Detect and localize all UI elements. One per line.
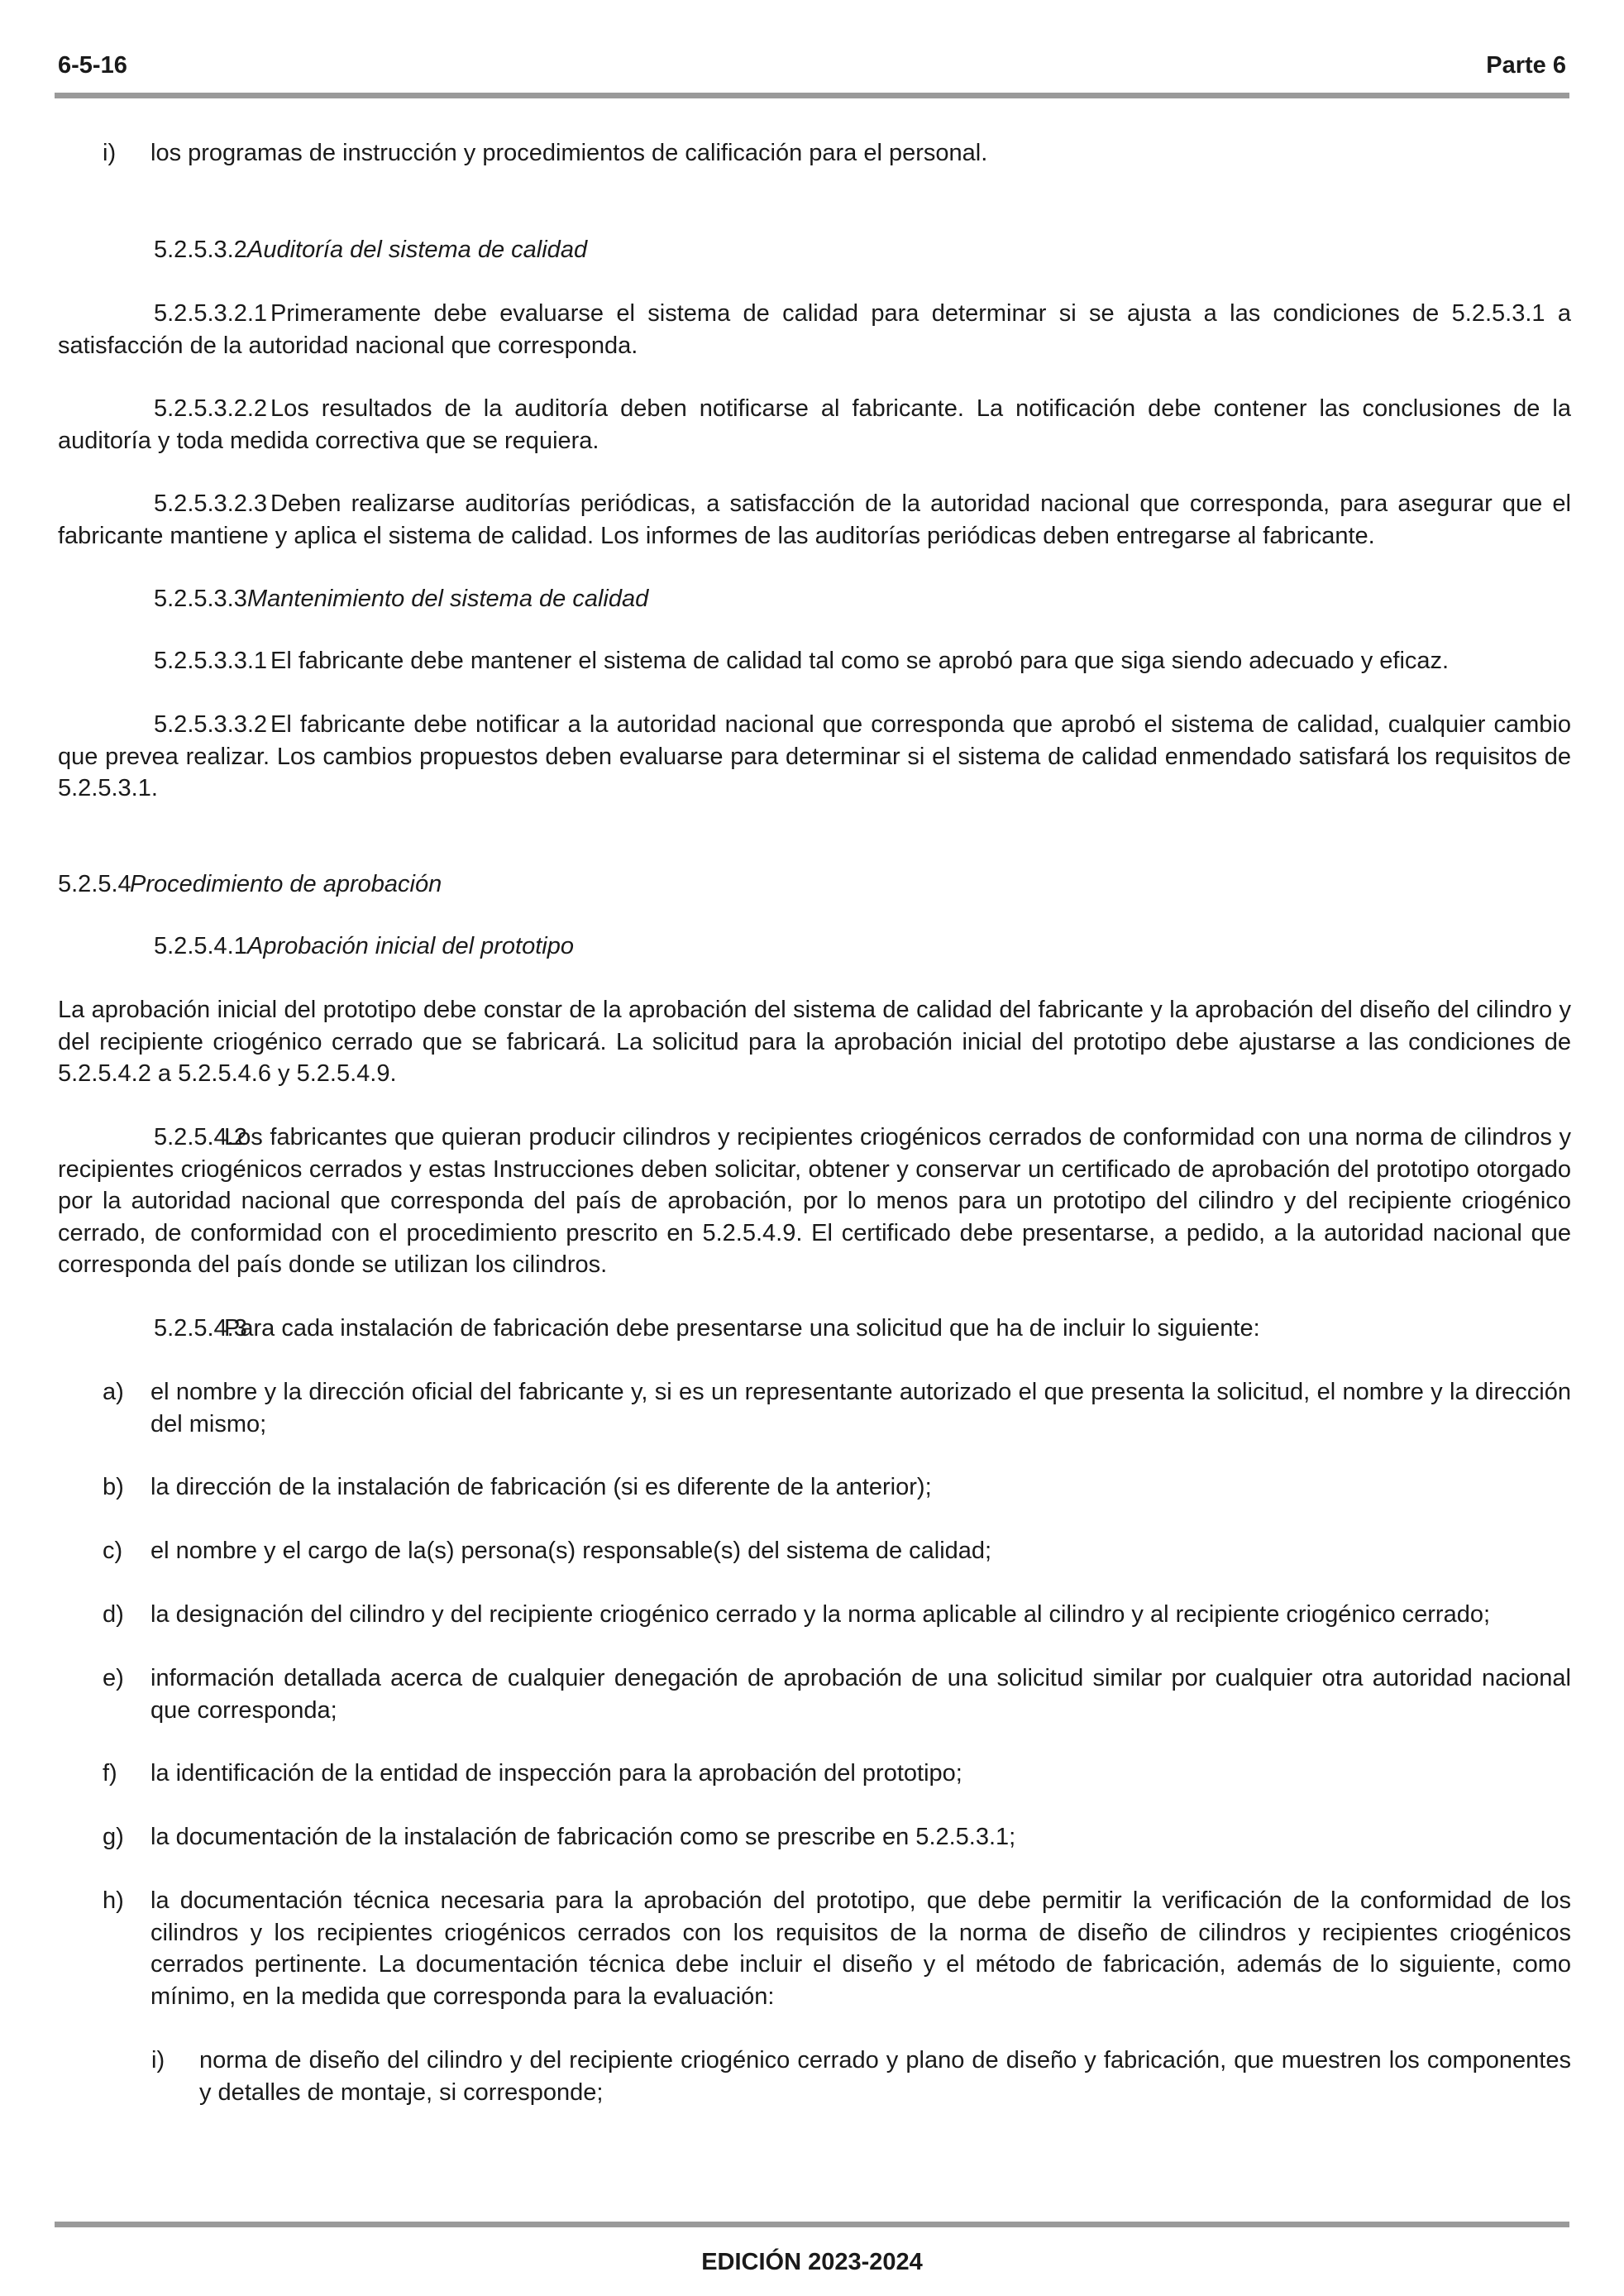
section-number: 5.2.5.3.2.3 — [154, 490, 268, 517]
list-label: c) — [103, 1538, 123, 1564]
paragraph-text: Para cada instalación de fabricación debe presentarse una solicitud que ha de incluir lo siguiente: — [224, 1315, 1260, 1342]
list-label: b) — [103, 1474, 124, 1500]
section-number: 5.2.5.3.3.1 — [154, 648, 268, 674]
paragraph — [58, 645, 1571, 677]
footer-rule — [55, 2222, 1569, 2227]
paragraph — [58, 1122, 1571, 1281]
paragraph-text: Deben realizarse auditorías periódicas, a satisfacción de la autoridad nacional que corresponda, para asegurar que el fabricante mantiene y aplica el sistema de calidad. Los informes de las auditorías periódicas deben entregarse al fabricante. — [58, 490, 1571, 549]
section-title: Auditoría del sistema de calidad — [247, 237, 588, 263]
list-text: la identificación de la entidad de inspección para la aprobación del prototipo; — [150, 1760, 962, 1787]
edition-footer: EDICIÓN 2023-2024 — [701, 2249, 923, 2275]
list-label: d) — [103, 1601, 124, 1628]
paragraph-text: El fabricante debe notificar a la autoridad nacional que corresponda que aprobó el sistema de calidad, cualquier cambio que prevea realizar. Los cambios propuestos deben evaluarse para determinar si el sistema de calidad enmendado satisfará los requisitos de 5.2.5.3.1. — [58, 711, 1571, 801]
page-number: 6-5-16 — [58, 52, 127, 79]
paragraph — [58, 298, 1571, 361]
section-title: Mantenimiento del sistema de calidad — [247, 586, 649, 612]
list-text: los programas de instrucción y procedimientos de calificación para el personal. — [150, 140, 988, 166]
section-title: Procedimiento de aprobación — [130, 871, 442, 897]
section-number: 5.2.5.4.1 — [154, 933, 247, 959]
paragraph-text: La aprobación inicial del prototipo debe constar de la aprobación del sistema de calidad del fabricante y la aprobación del diseño del cilindro y del recipiente criogénico cerrado que se fabricará. La solicitud para la aprobación inicial del prototipo debe ajustarse a las condiciones de 5.2.5.4.2 a 5.2.5.4.6 y 5.2.5.4.9. — [58, 997, 1571, 1087]
sub-list-item — [104, 2045, 1571, 2108]
paragraph — [58, 393, 1571, 457]
list-label: i) — [103, 140, 117, 166]
list-label: g) — [103, 1824, 124, 1850]
list-label: e) — [103, 1665, 124, 1691]
list-item — [58, 1662, 1571, 1726]
list-item — [58, 1885, 1571, 2012]
list-label: i) — [151, 2047, 165, 2074]
section-title: Aprobación inicial del prototipo — [247, 933, 574, 959]
paragraph — [58, 488, 1571, 552]
section-heading — [58, 868, 1571, 901]
list-item — [58, 137, 1571, 170]
paragraph-text: El fabricante debe mantener el sistema de calidad tal como se aprobó para que siga siendo adecuado y eficaz. — [270, 648, 1450, 674]
section-number: 5.2.5.3.3 — [154, 586, 247, 612]
list-text: el nombre y la dirección oficial del fabricante y, si es un representante autorizado el que presenta la solicitud, el nombre y la dirección del mismo; — [150, 1379, 1571, 1437]
section-heading — [58, 930, 1571, 963]
paragraph — [58, 1313, 1571, 1345]
section-number: 5.2.5.3.3.2 — [154, 711, 268, 738]
paragraph-text: Los resultados de la auditoría deben notificarse al fabricante. La notificación debe contener las conclusiones de la auditoría y toda medida correctiva que se requiera. — [58, 395, 1571, 454]
list-text: norma de diseño del cilindro y del recipiente criogénico cerrado y plano de diseño y fabricación, que muestren los componentes y detalles de montaje, si corresponde; — [199, 2047, 1571, 2106]
list-text: la documentación de la instalación de fabricación como se prescribe en 5.2.5.3.1; — [150, 1824, 1016, 1850]
list-label: h) — [103, 1887, 124, 1914]
list-label: f) — [103, 1760, 117, 1787]
section-number: 5.2.5.3.2.1 — [154, 300, 268, 327]
list-text: la dirección de la instalación de fabricación (si es diferente de la anterior); — [150, 1474, 932, 1500]
list-item — [58, 1821, 1571, 1854]
list-label: a) — [103, 1379, 124, 1405]
paragraph-text: Primeramente debe evaluarse el sistema de calidad para determinar si se ajusta a las condiciones de 5.2.5.3.1 a satisfacción de la autoridad nacional que corresponda. — [58, 300, 1571, 359]
section-number: 5.2.5.4.3 — [154, 1315, 247, 1342]
section-heading — [58, 583, 1571, 615]
list-item — [58, 1471, 1571, 1504]
section-number: 5.2.5.4.2 — [154, 1124, 247, 1150]
part-label: Parte 6 — [1486, 52, 1566, 79]
paragraph-text: Los fabricantes que quieran producir cilindros y recipientes criogénicos cerrados de conformidad con una norma de cilindros y recipientes criogénicos cerrados y estas Instrucciones deben solicitar, obtener y conservar un certificado de aprobación del prototipo otorgado por la autoridad nacional que corresponda del país de aprobación, por lo menos para un prototipo del cilindro y del recipiente criogénico cerrado, de conformidad con el procedimiento prescrito en 5.2.5.4.9. El certificado debe presentarse, a pedido, a la autoridad nacional que corresponda del país donde se utilizan los cilindros. — [58, 1124, 1571, 1278]
list-text: la designación del cilindro y del recipiente criogénico cerrado y la norma aplicable al cilindro y al recipiente criogénico cerrado; — [150, 1601, 1491, 1628]
section-heading — [58, 234, 1571, 266]
list-item — [58, 1535, 1571, 1567]
list-text: el nombre y el cargo de la(s) persona(s) responsable(s) del sistema de calidad; — [150, 1538, 992, 1564]
list-item — [58, 1758, 1571, 1790]
section-number: 5.2.5.3.2.2 — [154, 395, 268, 422]
section-number: 5.2.5.3.2 — [154, 237, 247, 263]
paragraph — [58, 709, 1571, 805]
list-text: la documentación técnica necesaria para la aprobación del prototipo, que debe permitir la verificación de la conformidad de los cilindros y los recipientes criogénicos cerrados con los requisitos de la norma de diseño de cilindros y recipientes criogénicos cerrados pertinente. La documentación técnica debe incluir el diseño y el método de fabricación, además de lo siguiente, como mínimo, en la medida que corresponda para la evaluación: — [150, 1887, 1571, 2010]
section-number: 5.2.5.4 — [58, 871, 131, 897]
list-item — [58, 1376, 1571, 1440]
header-rule — [55, 93, 1569, 98]
paragraph — [58, 994, 1571, 1090]
list-text: información detallada acerca de cualquier denegación de aprobación de una solicitud similar por cualquier otra autoridad nacional que corresponda; — [150, 1665, 1571, 1724]
list-item — [58, 1599, 1571, 1631]
